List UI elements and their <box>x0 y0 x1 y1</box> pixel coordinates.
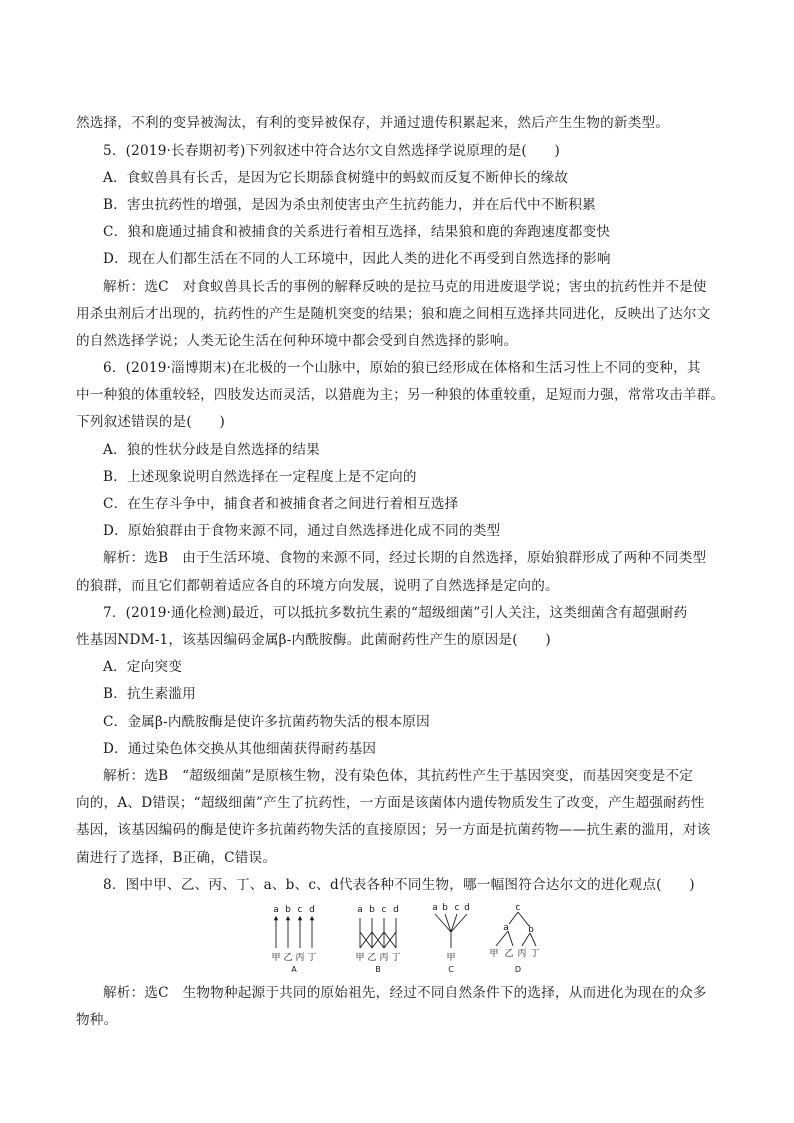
answer-6-line-1: 解析：选B 由于生活环境、食物的来源不同，经过长期的自然选择，原始狼群形成了两种不同类型 <box>103 550 707 566</box>
diagram-d-bottom-label: 丁 <box>530 949 540 959</box>
answer-5-line-3: 的自然选择学说；人类无论生活在何种环境中都会受到自然选择的影响。 <box>76 333 518 349</box>
diagram-c-top-label: a <box>432 903 438 913</box>
diagram-d-mid-left-label: a <box>503 923 509 933</box>
diagram-a-bottom-label: 甲 <box>271 953 281 963</box>
diagram-d-bottom-label: 丙 <box>517 949 527 959</box>
question-7-stem-line-1: 7．(2019·通化检测)最近，可以抵抗多数抗生素的“超级细菌”引人关注，这类细菌含有超强耐药 <box>103 605 688 621</box>
diagram-d-panel-label: D <box>514 965 522 974</box>
question-7-stem-line-2: 性基因NDM-1，该基因编码金属β-内酰胺酶。此菌耐药性产生的原因是( ) <box>76 632 551 648</box>
answer-6-line-2: 的狼群，而且它们都朝着适应各自的环境方向发展，说明了自然选择是定向的。 <box>76 578 559 594</box>
diagram-a-panel-label: A <box>291 965 297 974</box>
question-6-option-d: D．原始狼群由于食物来源不同，通过自然选择进化成不同的类型 <box>103 523 501 539</box>
diagram-d-top-label: c <box>515 903 521 913</box>
diagram-b-bottom-label: 乙 <box>367 953 377 963</box>
diagram-b-top-label: d <box>393 905 399 915</box>
question-6-option-a: A．狼的性状分歧是自然选择的结果 <box>103 442 320 458</box>
diagram-a-top-label: a <box>273 905 279 915</box>
diagram-a-bottom-label: 乙 <box>283 953 293 963</box>
diagram-c-panel-label: C <box>448 965 454 974</box>
diagram-b-top-label: c <box>381 905 387 915</box>
diagram-b-bottom-label: 甲 <box>355 953 365 963</box>
question-7-option-c: C．金属β-内酰胺酶是使许多抗菌药物失活的根本原因 <box>103 714 430 730</box>
question-6-option-b: B．上述现象说明自然选择在一定程度上是不定向的 <box>103 469 417 485</box>
diagram-b-lines <box>360 918 396 948</box>
diagram-b-top-label: a <box>357 905 363 915</box>
answer-7-line-4: 菌进行了选择，B正确，C错误。 <box>76 850 277 866</box>
question-6-stem-line-1: 6．(2019·淄博期末)在北极的一个山脉中，原始的狼已经形成在体格和生活习性上不同的变种，其 <box>103 360 701 376</box>
question-5-option-a: A．食蚁兽具有长舌，是因为它长期舔食树缝中的蚂蚁而反复不断伸长的缘故 <box>103 170 569 186</box>
question-6-stem-line-2: 中一种狼的体重较轻，四肢发达而灵活，以猎鹿为主；另一种狼的体重较重，足短而力强，常常攻击羊群。 <box>76 387 725 403</box>
diagram-b-panel-label: B <box>375 965 381 974</box>
question-6-stem-line-3: 下列叙述错误的是( ) <box>76 414 225 430</box>
diagram-b-bottom-label: 丁 <box>391 953 401 963</box>
question-5-stem: 5．(2019·长春期初考)下列叙述中符合达尔文自然选择学说原理的是( ) <box>103 143 561 159</box>
continued-explanation: 然选择，不利的变异被淘汰，有利的变异被保存，并通过遗传积累起来，然后产生生物的新类型。 <box>76 115 670 131</box>
diagram-c-root-label: 甲 <box>446 953 456 963</box>
diagram-a-top-label: c <box>297 905 303 915</box>
diagram-c-tree <box>435 914 467 948</box>
diagram-a-arrows <box>276 918 312 948</box>
diagram-a-bottom-label: 丁 <box>307 953 317 963</box>
diagram-c-top-label: d <box>464 903 470 913</box>
diagram-d-bottom-label: 甲 <box>489 949 499 959</box>
diagram-a-top-label: b <box>285 905 291 915</box>
diagram-c-top-label: c <box>454 903 460 913</box>
question-7-option-a: A．定向突变 <box>103 659 182 675</box>
question-7-option-b: B．抗生素滥用 <box>103 686 196 702</box>
diagram-d-bottom-label: 乙 <box>504 949 514 959</box>
answer-7-line-1: 解析：选B “超级细菌”是原核生物，没有染色体，其抗药性产生于基因突变，而基因突变是不定 <box>103 768 694 784</box>
diagram-d-mid-right-label: b <box>528 925 534 935</box>
question-6-option-c: C．在生存斗争中，捕食者和被捕食者之间进行着相互选择 <box>103 496 459 512</box>
diagram-a-top-label: d <box>309 905 315 915</box>
diagram-a-bottom-label: 丙 <box>295 953 305 963</box>
diagram-b-top-label: b <box>369 905 375 915</box>
answer-8-line-1: 解析：选C 生物物种起源于共同的原始祖先，经过不同自然条件下的选择，从而进化为现在的众多 <box>103 985 707 1001</box>
answer-8-line-2: 物种。 <box>76 1012 118 1028</box>
question-5-option-d: D．现在人们都生活在不同的人工环境中，因此人类的进化不再受到自然选择的影响 <box>103 251 611 267</box>
answer-7-line-3: 基因，该基因编码的酶是使许多抗菌药物失活的直接原因；另一方面是抗菌药物——抗生素的滥用，对该 <box>76 822 711 838</box>
question-5-option-b: B．害虫抗药性的增强，是因为杀虫剂使害虫产生抗药能力，并在后代中不断积累 <box>103 197 596 213</box>
question-5-option-c: C．狼和鹿通过捕食和被捕食的关系进行着相互选择，结果狼和鹿的奔跑速度都变快 <box>103 224 611 240</box>
question-8-stem: 8．图中甲、乙、丙、丁、a、b、c、d代表各种不同生物，哪一幅图符合达尔文的进化观点( ) <box>103 877 695 893</box>
diagram-c-top-label: b <box>442 903 448 913</box>
answer-5-line-2: 用杀虫剂后才出现的，抗药性的产生是随机突变的结果；狼和鹿之间相互选择共同进化，反映出了达尔文 <box>76 306 711 322</box>
question-7-option-d: D．通过染色体交换从其他细菌获得耐药基因 <box>103 741 377 757</box>
diagram-b-bottom-label: 丙 <box>379 953 389 963</box>
evolution-diagrams-figure <box>268 902 538 974</box>
answer-5-line-1: 解析：选C 对食蚁兽具长舌的事例的解释反映的是拉马克的用进废退学说；害虫的抗药性并不是使 <box>103 279 707 295</box>
answer-7-line-2: 向的，A、D错误；“超级细菌”产生了抗药性，一方面是该菌体内遗传物质发生了改变，产生超强耐药性 <box>76 795 705 811</box>
